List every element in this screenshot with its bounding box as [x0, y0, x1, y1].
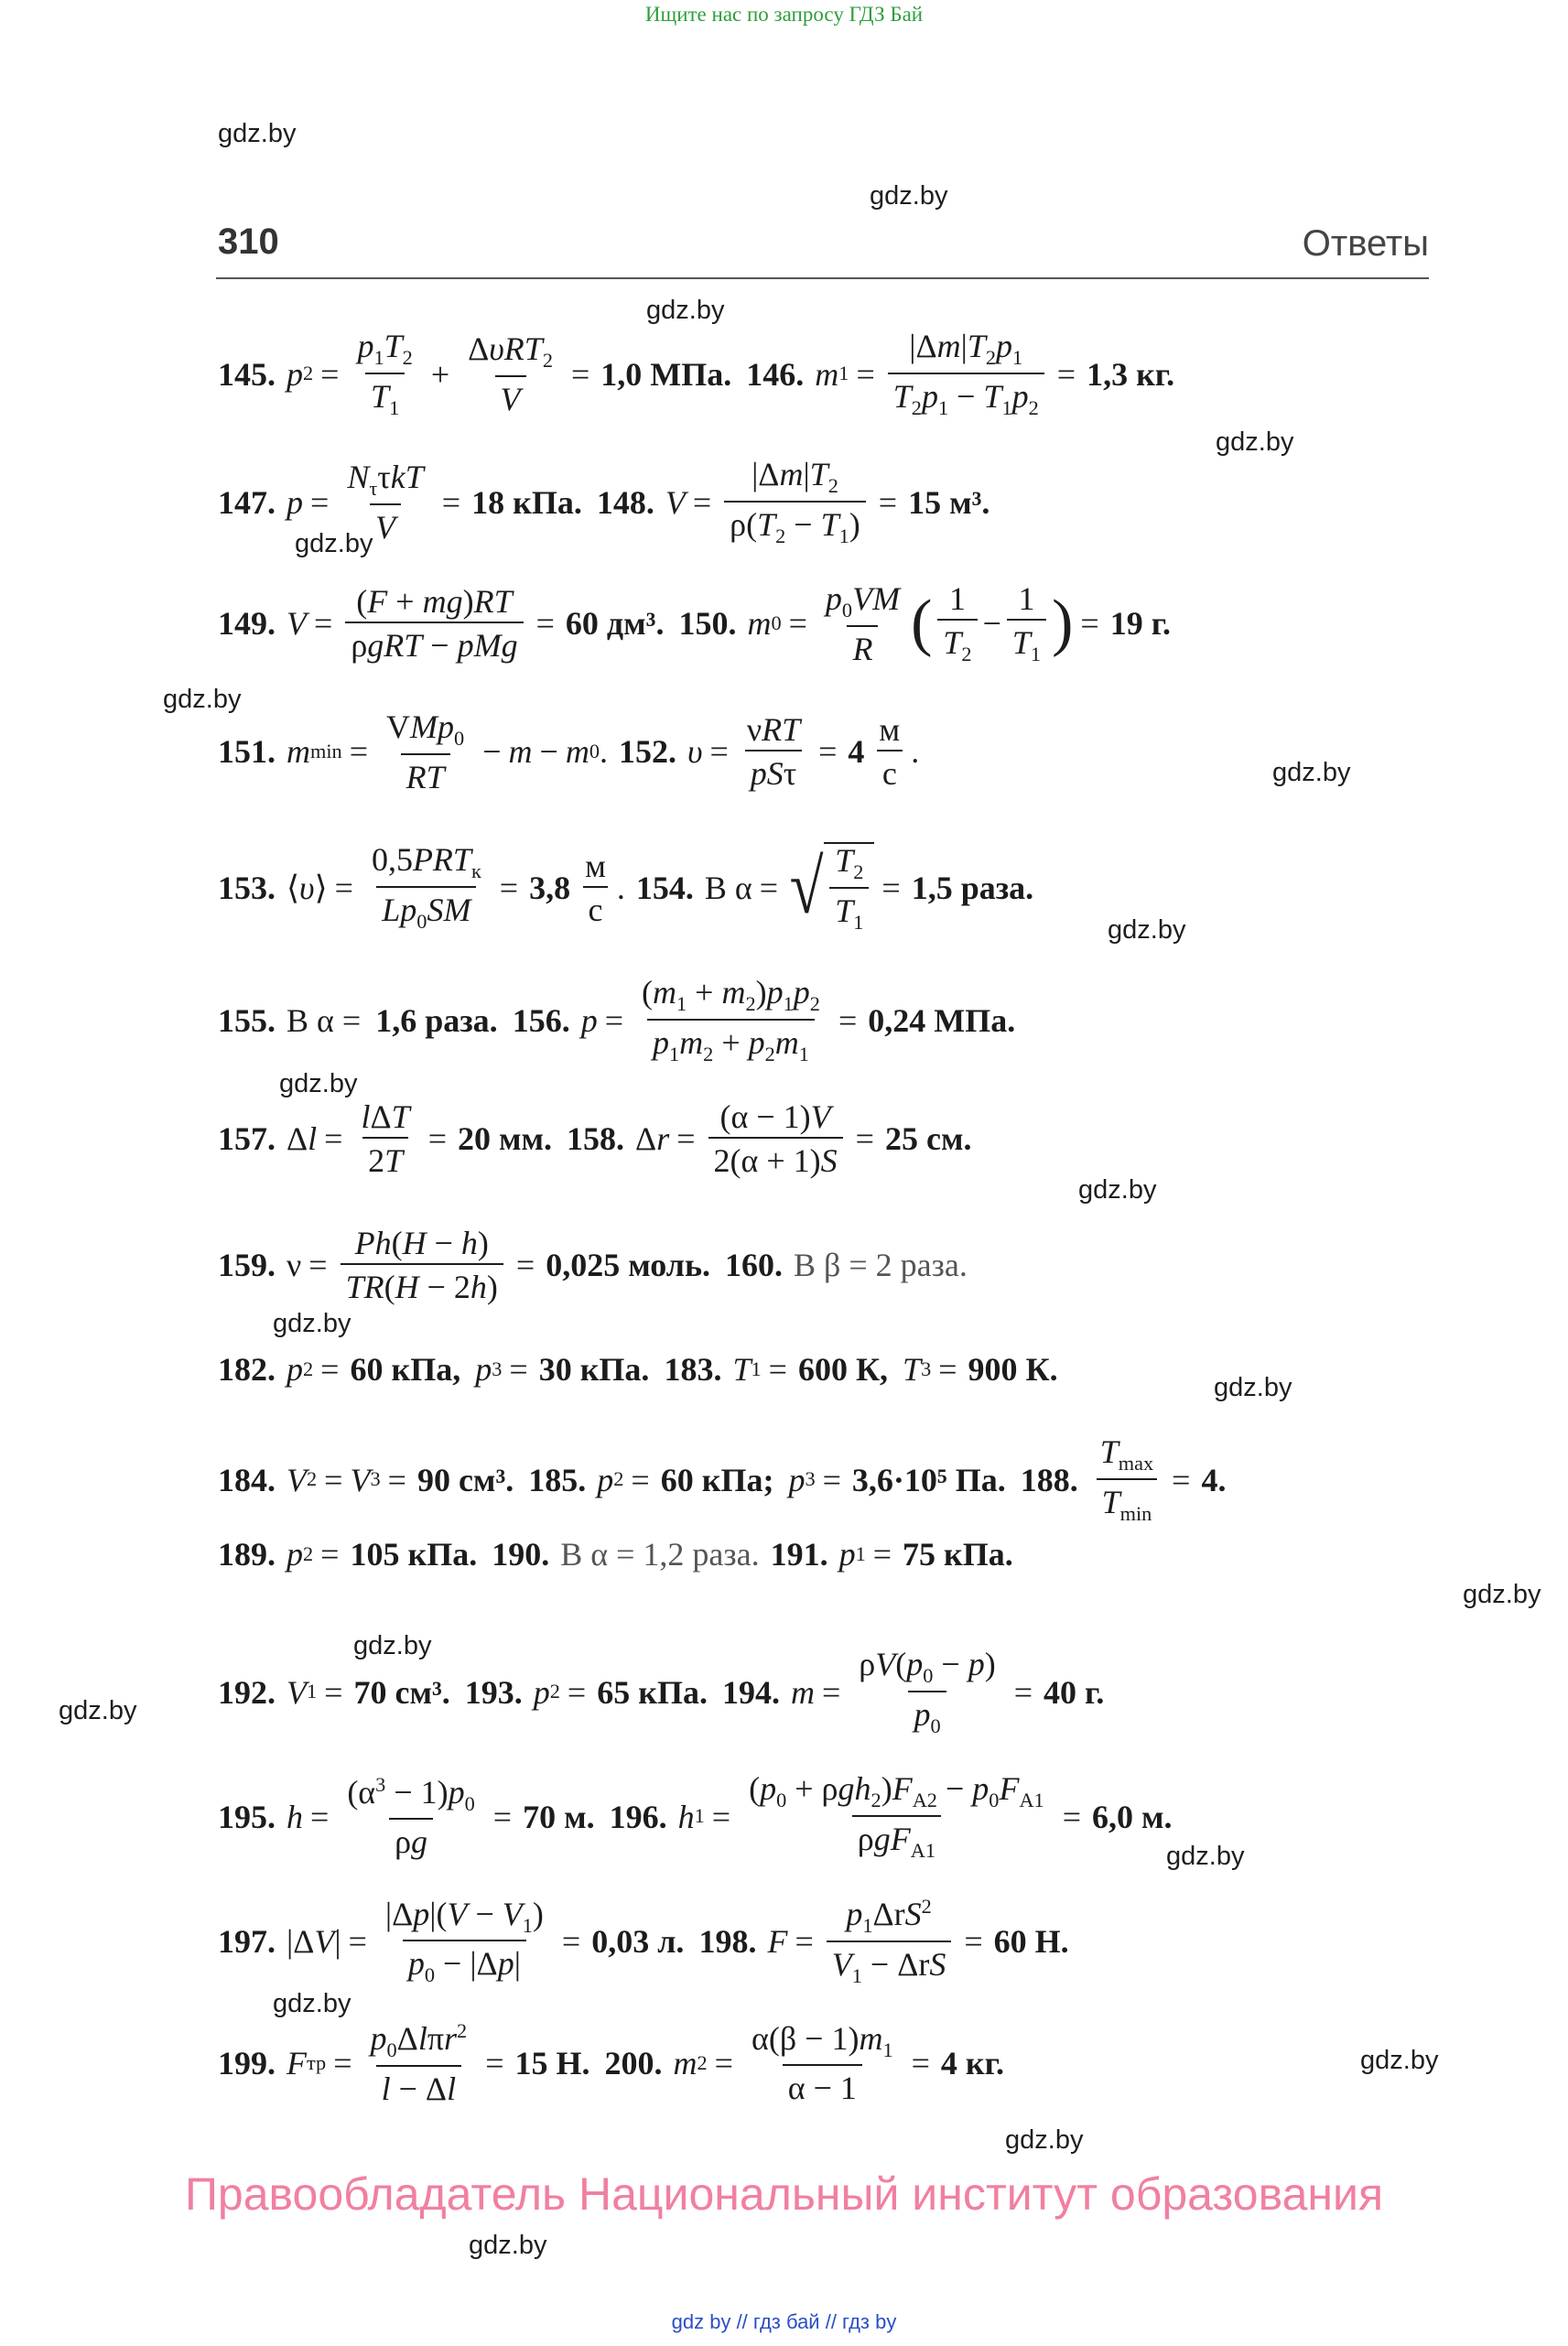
- answer-value: 70 см³.: [353, 1673, 450, 1711]
- fraction: $\frac{Ph(H - h)}{TR(H - 2h)}$: [341, 1227, 503, 1303]
- answer-number: 153.: [218, 869, 276, 906]
- answer-value: 65 кПа.: [597, 1673, 708, 1711]
- answer-value: 75 кПа.: [903, 1536, 1013, 1573]
- answer-number: 152.: [618, 733, 676, 771]
- fraction: $\frac{\rho V(p_0 - p)}{p_0}$: [859, 1646, 996, 1737]
- answer-value: 60 дм³.: [565, 605, 665, 643]
- fraction: $\frac{0,5PRT_к}{Lp_0SM}$: [371, 841, 481, 933]
- answer-value: 60 Н.: [993, 1923, 1069, 1960]
- watermark: gdz.by: [646, 296, 725, 325]
- answer-value: 90 см³.: [416, 1461, 514, 1498]
- answer-value: 15 м³.: [908, 483, 990, 521]
- answer-number: 182.: [218, 1351, 276, 1388]
- answer-value: 19 г.: [1109, 605, 1171, 643]
- answer-line-145-146: 145. p 2 = $\frac{p_1T_2}{T_1}$ + $\frac{\Delta\upsilon RT_2}{V}$ = 1,0 МПа. 146. m 1 = $\frac{|\Delta m|T_2p_1}{T_2p_1 - T_1p_2}$ = 1,3 кг.: [218, 328, 1175, 419]
- answer-line-149-150: 149. V = $\frac{(F + mg)RT}{\text{ρgRT − pMg}}$ = 60 дм³. 150. m 0 = $\frac{p_0VM}{R}$ ( $\frac{1}{T_2}$ − $\frac{1}{T_1}$ ) = 19 г.: [218, 580, 1171, 667]
- answer-number: 155.: [218, 1001, 276, 1039]
- answer-value: 40 г.: [1044, 1673, 1105, 1711]
- watermark: gdz.by: [469, 2231, 547, 2260]
- fraction: $\frac{м}{с}$: [579, 849, 611, 926]
- watermark: gdz.by: [353, 1631, 432, 1660]
- fraction: $\frac{|\Delta p|(V - V_1)}{p_0 - |\Delta p|}$: [384, 1895, 544, 1987]
- page-number: 310: [218, 222, 279, 262]
- watermark: gdz.by: [1078, 1175, 1157, 1205]
- answer-number: 149.: [218, 605, 276, 643]
- answer-line-153-154: 153. ⟨ υ ⟩ = $\frac{0,5PRT_к}{Lp_0SM}$ = 3,8 $\frac{м}{с}$ . 154. В α = √ $\frac{T_2}{T_1}$ = 1,5 раза.: [218, 841, 1034, 934]
- answer-number: 188.: [1020, 1461, 1078, 1498]
- watermark: gdz.by: [1005, 2125, 1084, 2155]
- answer-value: 1,3 кг.: [1087, 355, 1175, 393]
- watermark: gdz.by: [1214, 1373, 1292, 1402]
- answer-line-147-148: 147. p = $\frac{N_\tau\tau kT}{V}$ = 18 кПа. 148. V = $\frac{|\Delta m|T_2}{\rho(T_2 - T_1)}$ = 15 м³.: [218, 456, 990, 547]
- answer-number: 151.: [218, 733, 276, 771]
- answer-number: 191.: [770, 1536, 828, 1573]
- fraction: $\frac{|\Delta m|T_2}{\rho(T_2 - T_1)}$: [724, 458, 866, 546]
- fraction: $\frac{p_1\Delta rS^2}{V_1 - \Delta rS}$: [827, 1897, 952, 1986]
- answer-number: 150.: [678, 605, 737, 643]
- answer-value: 1,6 раза.: [375, 1001, 498, 1039]
- answer-value: 0,025 моль.: [546, 1247, 711, 1283]
- answer-value: 60 кПа,: [350, 1351, 461, 1388]
- answer-line-159-160: 159. ν = $\frac{Ph(H - h)}{TR(H - 2h)}$ = 0,025 моль. 160. В β = 2 раза.: [218, 1225, 968, 1305]
- answer-number: 156.: [512, 1001, 570, 1039]
- answer-number: 183.: [664, 1351, 722, 1388]
- answer-line-184-188: 184. V 2 = V 3 = 90 см³. 185. p 2 = 60 кПа; p 3 = 3,6·10⁵ Па. 188. $\frac{T_{max}}{T_{min}}$ = 4.: [218, 1433, 1227, 1525]
- answer-number: 199.: [218, 2044, 276, 2081]
- watermark: gdz.by: [870, 181, 948, 211]
- answer-value: 900 К.: [968, 1351, 1058, 1388]
- fraction: $\frac{(m_1 + m_2)p_1p_2}{p_1m_2 + p_2m_1}$: [642, 974, 820, 1065]
- answer-value: 20 мм.: [458, 1120, 553, 1157]
- watermark: gdz.by: [279, 1069, 358, 1098]
- fraction: $\frac{p_0\Delta l\pi r^2}{l - \Delta l}$: [370, 2019, 468, 2107]
- answer-line-192-194: 192. V 1 = 70 см³. 193. p 2 = 65 кПа. 194. m = $\frac{\rho V(p_0 - p)}{p_0}$ = 40 г.: [218, 1646, 1105, 1737]
- answer-value: 70 м.: [523, 1798, 595, 1835]
- answer-number: 185.: [528, 1461, 587, 1498]
- watermark: gdz.by: [218, 119, 297, 148]
- answer-value: 1,0 МПа.: [600, 355, 732, 393]
- answer-number: 196.: [609, 1798, 667, 1835]
- square-root: √ $\frac{T_2}{T_1}$: [785, 842, 874, 933]
- answer-number: 197.: [218, 1923, 276, 1960]
- answer-number: 160.: [725, 1247, 784, 1283]
- answer-value: 1,5 раза.: [911, 869, 1034, 906]
- answer-number: 146.: [746, 355, 805, 393]
- watermark: gdz.by: [1108, 915, 1186, 945]
- fraction: $\frac{1}{T_1}$: [1007, 582, 1046, 665]
- watermark: gdz.by: [295, 529, 373, 558]
- answer-value: 60 кПа;: [660, 1461, 774, 1498]
- answer-line-189-191: 189. p 2 = 105 кПа. 190. В α = 1,2 раза. 191. p 1 = 75 кПа.: [218, 1536, 1013, 1573]
- watermark: gdz.by: [273, 1989, 351, 2018]
- answer-value: В α = 1,2 раза.: [560, 1536, 760, 1573]
- watermark: gdz.by: [1463, 1580, 1541, 1609]
- answer-number: 158.: [567, 1120, 625, 1157]
- copyright-owner-notice: Правообладатель Национальный институт образования: [184, 2168, 1384, 2220]
- watermark: gdz.by: [1216, 427, 1294, 457]
- answer-value: В β = 2 раза.: [794, 1247, 968, 1283]
- answer-number: 195.: [218, 1798, 276, 1835]
- watermark: gdz.by: [1360, 2046, 1439, 2075]
- answer-number: 192.: [218, 1673, 276, 1711]
- answer-value: 0,03 л.: [591, 1923, 685, 1960]
- bottom-links[interactable]: gdz by // гдз бай // гдз by: [671, 2310, 897, 2333]
- answer-value: 0,24 МПа.: [868, 1001, 1016, 1039]
- answer-value: 4.: [1201, 1461, 1227, 1498]
- fraction: $\frac{\alpha(\beta - 1)m_1}{\alpha - 1}$: [751, 2019, 893, 2106]
- answer-number: 184.: [218, 1461, 276, 1498]
- answer-value: 30 кПа.: [538, 1351, 650, 1388]
- answer-line-197-198: 197. |Δ V | = $\frac{|\Delta p|(V - V_1)}{p_0 - |\Delta p|}$ = 0,03 л. 198. F = $\frac{p_1\Delta rS^2}{V_1 - \Delta rS}$ = 60 Н.: [218, 1895, 1069, 1987]
- answer-line-199-200: 199. F тр = $\frac{p_0\Delta l\pi r^2}{l - \Delta l}$ = 15 Н. 200. m 2 = $\frac{\alpha(\beta - 1)m_1}{\alpha - 1}$ = 4 кг.: [218, 2019, 1004, 2107]
- fraction: $\frac{p_1T_2}{T_1}$: [357, 328, 413, 419]
- answer-line-182-183: 182. p 2 = 60 кПа, p 3 = 30 кПа. 183. T 1 = 600 К, T 3 = 900 К.: [218, 1351, 1058, 1388]
- answer-number: 198.: [698, 1923, 757, 1960]
- answer-line-151-152: 151. m min = $\frac{VMp_0}{RT}$ − m − m 0 . 152. υ = $\frac{\text{νRT}}{\text{pSτ}}$ = 4 $\frac{м}{с}$ .: [218, 708, 920, 795]
- fraction: $\frac{м}{с}$: [873, 713, 905, 790]
- fraction: $\frac{N_\tau\tau kT}{V}$: [347, 459, 424, 546]
- fraction: $\frac{(p_0 + \rho gh_2)F_{A2} - p_0F_{A1}}{\rho gF_{A1}}$: [749, 1770, 1044, 1862]
- watermark: gdz.by: [1272, 758, 1351, 787]
- answer-line-157-158: 157. Δ l = $\frac{\text{lΔT}}{2T}$ = 20 мм. 158. Δ r = $\frac{(\alpha - 1)V}{2(\alpha + 1)S}$ = 25 см.: [218, 1098, 972, 1179]
- answer-value: 600 К,: [797, 1351, 889, 1388]
- answer-value: 15 Н.: [514, 2044, 590, 2081]
- fraction: $\frac{(\alpha^3 - 1)p_0}{\rho g}$: [347, 1772, 475, 1861]
- section-title: Ответы: [1302, 223, 1429, 264]
- top-banner[interactable]: Ищите нас по запросу ГДЗ Бай: [644, 3, 924, 26]
- answer-number: 194.: [721, 1673, 780, 1711]
- answer-value: 4 кг.: [940, 2044, 1004, 2081]
- answer-value: 105 кПа.: [350, 1536, 478, 1573]
- answer-number: 147.: [218, 483, 276, 521]
- fraction: $\frac{\text{lΔT}}{2T}$: [361, 1098, 410, 1179]
- watermark: gdz.by: [273, 1309, 351, 1338]
- answer-number: 154.: [635, 869, 694, 906]
- answer-value: 6,0 м.: [1092, 1798, 1173, 1835]
- fraction: $\frac{VMp_0}{RT}$: [386, 708, 465, 795]
- fraction: $\frac{\text{νRT}}{\text{pSτ}}$: [741, 713, 806, 790]
- watermark: gdz.by: [59, 1696, 137, 1725]
- fraction: $\frac{(F + mg)RT}{\text{ρgRT − pMg}}$: [345, 585, 523, 662]
- answer-value: 3,8: [529, 869, 571, 906]
- answer-line-155-156: 155. В α = 1,6 раза. 156. p = $\frac{(m_1 + m_2)p_1p_2}{p_1m_2 + p_2m_1}$ = 0,24 МПа.: [218, 974, 1016, 1065]
- fraction: $\frac{1}{T_2}$: [937, 582, 977, 665]
- answer-number: 190.: [492, 1536, 550, 1573]
- answer-value: 4: [848, 733, 865, 771]
- fraction: $\frac{|\Delta m|T_2p_1}{T_2p_1 - T_1p_2}$: [888, 330, 1044, 418]
- answer-line-195-196: 195. h = $\frac{(\alpha^3 - 1)p_0}{\rho g}$ = 70 м. 196. h 1 = $\frac{(p_0 + \rho gh_2)F_{A2} - p_0F_{A1}}{\rho gF_{A1}}$ = 6,0 м.: [218, 1770, 1173, 1862]
- answer-number: 159.: [218, 1247, 276, 1283]
- fraction: $\frac{p_0VM}{R}$: [825, 580, 901, 667]
- answer-value: 18 кПа.: [471, 483, 582, 521]
- answer-number: 148.: [596, 483, 654, 521]
- answer-number: 189.: [218, 1536, 276, 1573]
- header-divider: [216, 277, 1429, 279]
- answer-number: 145.: [218, 355, 276, 393]
- fraction: $\frac{(\alpha - 1)V}{2(\alpha + 1)S}$: [708, 1100, 843, 1177]
- answer-value: 3,6·10⁵ Па.: [851, 1461, 1006, 1498]
- answer-number: 157.: [218, 1120, 276, 1157]
- fraction: $\frac{\Delta\upsilon RT_2}{V}$: [468, 330, 553, 417]
- answer-number: 193.: [464, 1673, 523, 1711]
- watermark: gdz.by: [163, 685, 242, 714]
- watermark: gdz.by: [1166, 1842, 1245, 1871]
- answer-number: 200.: [604, 2044, 663, 2081]
- answer-value: 25 см.: [884, 1120, 972, 1157]
- fraction: $\frac{T_{max}}{T_{min}}$: [1095, 1435, 1159, 1524]
